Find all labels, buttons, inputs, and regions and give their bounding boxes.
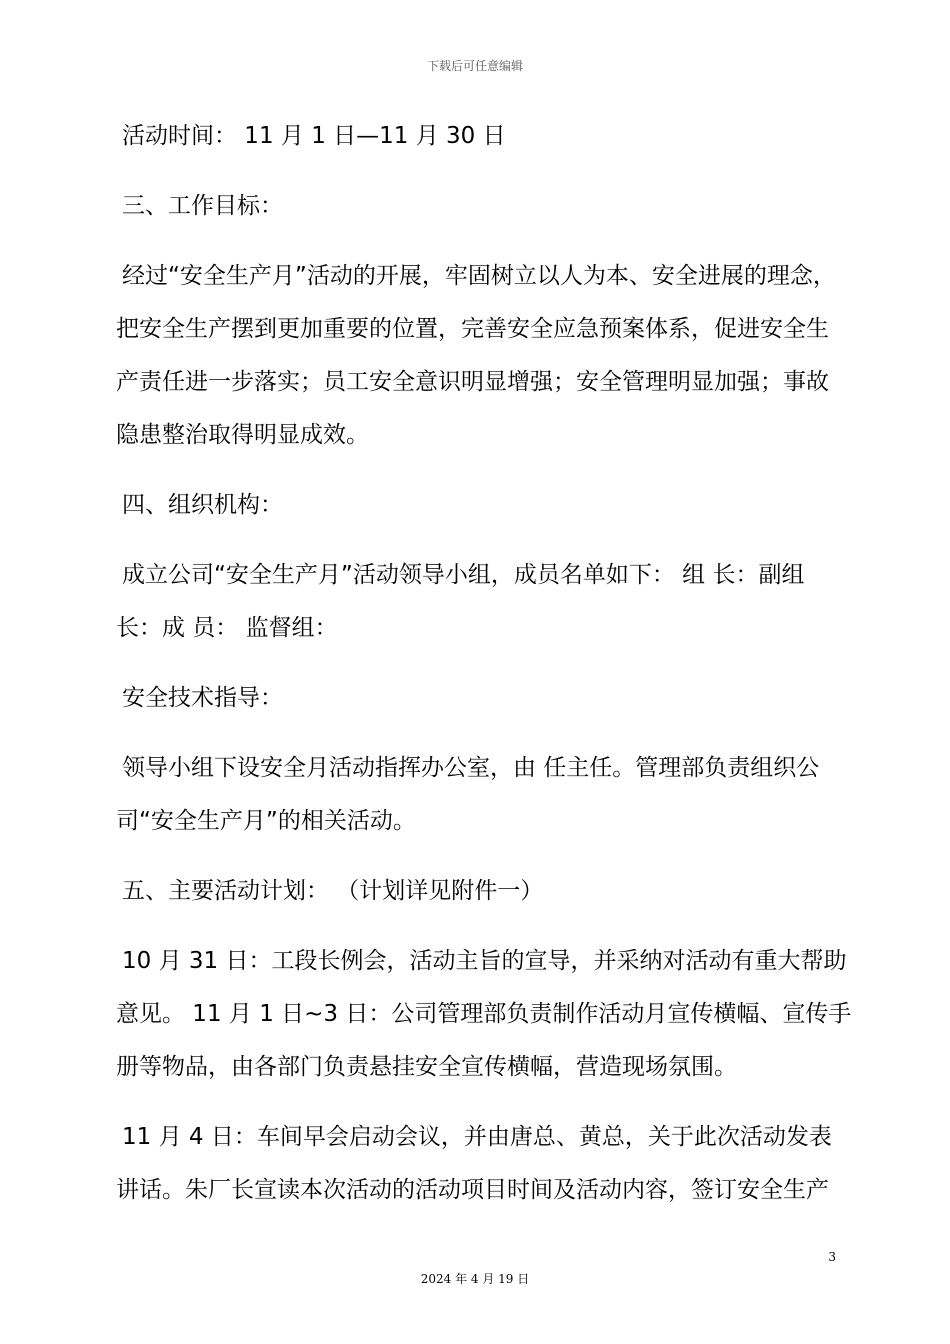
text-line: 成立公司“安全生产月”活动领导小组，成员名单如下： 组 长：副组 <box>122 562 805 588</box>
paragraph-leadership-group <box>116 549 838 655</box>
paragraph-plan-oct31 <box>116 935 852 1094</box>
text-line: 讲话。朱厂长宣读本次活动的活动项目时间及活动内容，签订安全生产 <box>116 1177 829 1203</box>
text-line: 长：成 员： 监督组： <box>116 615 338 641</box>
footer-date: 2024 年 4 月 19 日 <box>420 1272 530 1286</box>
paragraph-activity-time <box>116 110 838 163</box>
heading-work-goals <box>116 180 838 233</box>
paragraph-technical-guidance <box>116 672 838 725</box>
text-line: 册等物品，由各部门负责悬挂安全宣传横幅，营造现场氛围。 <box>116 1054 737 1080</box>
paragraph-goals <box>116 250 838 462</box>
text-line: 安全技术指导： <box>122 685 283 711</box>
document-body <box>116 110 852 1234</box>
text-line: 把安全生产摆到更加重要的位置，完善安全应急预案体系，促进安全生 <box>116 316 829 342</box>
page-header: 下载后可任意编辑 <box>426 59 523 73</box>
text-line: 产责任进一步落实；员工安全意识明显增强；安全管理明显加强；事故 <box>116 369 829 395</box>
text-line: 意见。 11 月 1 日~3 日：公司管理部负责制作活动月宣传横幅、宣传手 <box>116 1001 852 1027</box>
text-line: 经过“安全生产月”活动的开展，牢固树立以人为本、安全进展的理念， <box>122 263 836 289</box>
text-line: 活动时间： 11 月 1 日—11 月 30 日 <box>122 123 506 149</box>
text-line: 司“安全生产月”的相关活动。 <box>116 808 416 834</box>
text-line: 领导小组下设安全月活动指挥办公室，由 任主任。管理部负责组织公 <box>122 755 820 781</box>
text-line: 10 月 31 日：工段长例会，活动主旨的宣导，并采纳对活动有重大帮助 <box>122 948 847 974</box>
paragraph-command-office <box>116 742 838 848</box>
text-line: 隐患整治取得明显成效。 <box>116 422 369 448</box>
heading-activity-plan <box>116 865 838 918</box>
text-line: 三、工作目标： <box>122 193 283 219</box>
text-line: 五、主要活动计划： （计划详见附件一） <box>122 878 544 904</box>
heading-organization <box>116 479 838 532</box>
page-number: 3 <box>828 1250 836 1264</box>
text-line: 四、组织机构： <box>122 492 283 518</box>
paragraph-plan-nov4 <box>116 1111 838 1217</box>
text-line: 11 月 4 日：车间早会启动会议，并由唐总、黄总，关于此次活动发表 <box>122 1124 832 1150</box>
